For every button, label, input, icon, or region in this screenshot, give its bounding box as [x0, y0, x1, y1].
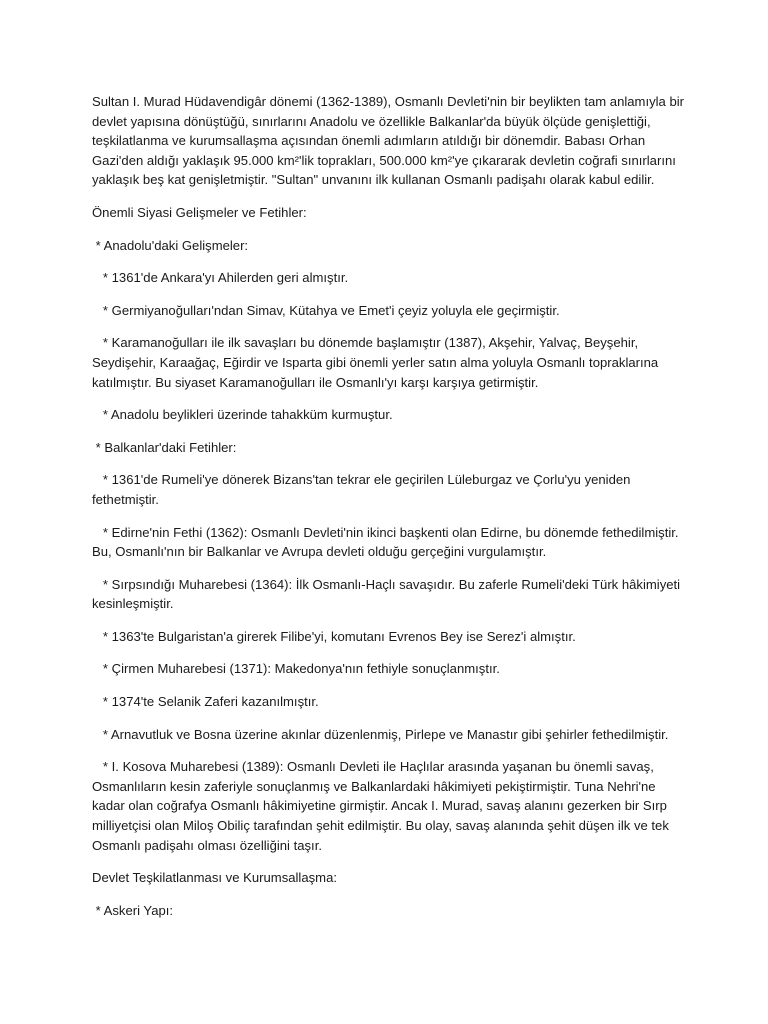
list-item: * Germiyanoğulları'ndan Simav, Kütahya ve Emet'i çeyiz yoluyla ele geçirmiştir.	[92, 302, 560, 318]
list-heading-balkans: * Balkanlar'daki Fetihler:	[92, 439, 237, 455]
list-item: * Edirne'nin Fethi (1362): Osmanlı Devleti'nin ikinci başkenti olan Edirne, bu dönemde fethedilmiştir. Bu, Osmanlı'nın bir Balkanlar ve Avrupa devleti olduğu gerçeğini vurgulamıştır.	[92, 524, 683, 560]
list-item: * Karamanoğulları ile ilk savaşları bu dönemde başlamıştır (1387), Akşehir, Yalvaç, Beyşehir, Seydişehir, Karaağaç, Eğirdir ve Isparta gibi önemli yerler satın alma yoluyla Osmanlı topraklarına katılmıştır. Bu siyaset Karamanoğulları ile Osmanlı'yı karşı karşıya getirmiştir.	[92, 335, 662, 390]
list-item: * 1361'de Rumeli'ye dönerek Bizans'tan tekrar ele geçirilen Lüleburgaz ve Çorlu'yu yeniden fethetmiştir.	[92, 472, 635, 507]
section-heading-organization: Devlet Teşkilatlanması ve Kurumsallaşma:	[92, 870, 337, 886]
list-heading-military: * Askeri Yapı:	[92, 902, 174, 918]
document-body	[92, 92, 684, 933]
intro-paragraph: Sultan I. Murad Hüdavendigâr dönemi (1362-1389), Osmanlı Devleti'nin bir beylikten tam anlamıyla bir devlet yapısına dönüştüğü, sınırlarını Anadolu ve özellikle Balkanlar'da büyük ölçüde genişlettiği, teşkilatlanma ve kurumsallaşma açısından önemli adımların atıldığı bir dönemdir. Babası Orhan Gazi'den aldığı yaklaşık 95.000 km²'lik toprakları, 500.000 km²'ye çıkararak devletin coğrafi sınırlarını yaklaşık beş kat genişletmiştir. "Sultan" unvanını ilk kullanan Osmanlı padişahı olarak kabul edilir.	[92, 94, 685, 188]
section-heading-political: Önemli Siyasi Gelişmeler ve Fetihler:	[92, 204, 307, 220]
list-item: * Çirmen Muharebesi (1371): Makedonya'nın fethiyle sonuçlanmıştır.	[92, 661, 500, 677]
list-item: * I. Kosova Muharebesi (1389): Osmanlı Devleti ile Haçlılar arasında yaşanan bu önemli savaş, Osmanlıların kesin zaferiyle sonuçlanmış ve Balkanlardaki hâkimiyeti pekiştirmiştir. Tuna Nehri'ne kadar olan coğrafya Osmanlı hâkimiyetine girmiştir. Ancak I. Murad, savaş alanını gezerken bir Sırp milliyetçisi olan Miloş Obiliç tarafından şehit edilmiştir. Bu olay, savaş alanında şehit düşen ilk ve tek Osmanlı padişahı olması özelliğini taşır.	[92, 759, 673, 853]
list-heading-anatolia: * Anadolu'daki Gelişmeler:	[92, 237, 249, 253]
list-item: * Sırpsındığı Muharebesi (1364): İlk Osmanlı-Haçlı savaşıdır. Bu zaferle Rumeli'deki Türk hâkimiyeti kesinleşmiştir.	[92, 576, 684, 612]
list-item: * 1374'te Selanik Zaferi kazanılmıştır.	[92, 694, 319, 710]
list-item: * 1363'te Bulgaristan'a girerek Filibe'yi, komutanı Evrenos Bey ise Serez'i almıştır.	[92, 628, 576, 644]
list-item: * Arnavutluk ve Bosna üzerine akınlar düzenlenmiş, Pirlepe ve Manastır gibi şehirler fethedilmiştir.	[92, 726, 669, 742]
list-item: * Anadolu beylikleri üzerinde tahakküm kurmuştur.	[92, 407, 393, 423]
list-item: * 1361'de Ankara'yı Ahilerden geri almıştır.	[92, 270, 349, 286]
